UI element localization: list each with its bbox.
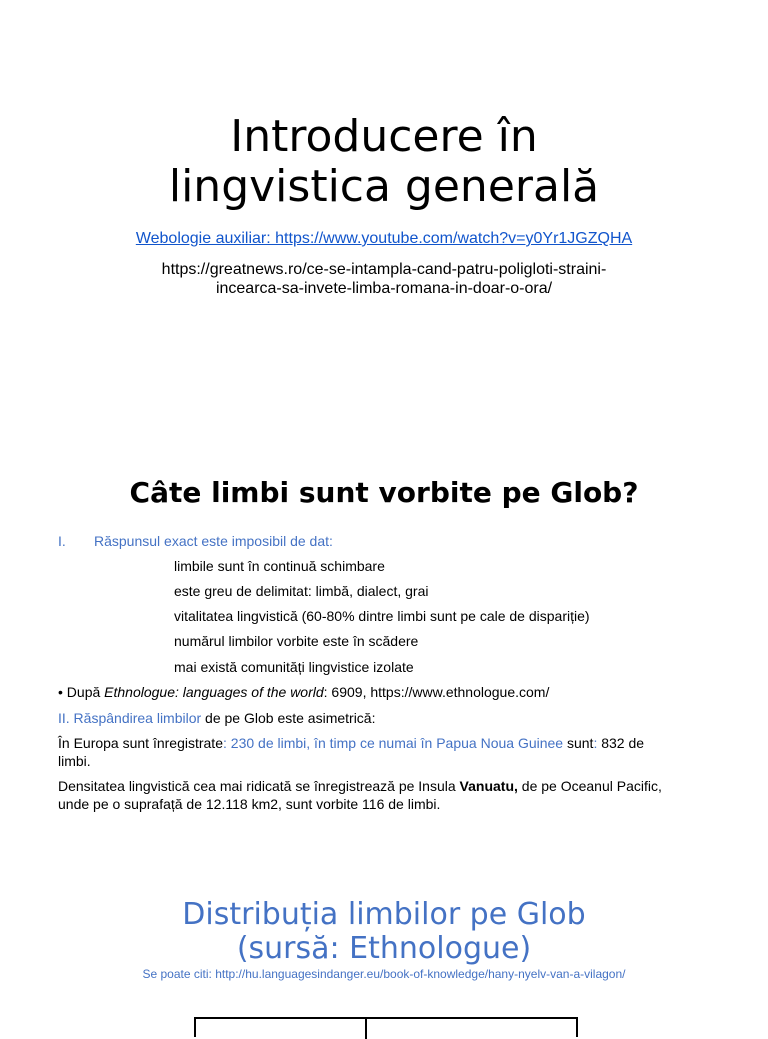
page-title-line1: Introducere în (230, 111, 538, 162)
density-paragraph (58, 777, 718, 813)
greatnews-url-line1: https://greatnews.ro/ce-se-intampla-cand-patru-poligloti-straini- (161, 261, 607, 278)
ethnologue-bullet (58, 684, 549, 700)
table-column-divider (365, 1019, 367, 1039)
bullet-italic: Ethnologue: languages of the world (104, 684, 324, 700)
webology-link[interactable]: Webologie auxiliar: https://www.youtube.com/watch?v=y0Yr1JGZQHA (135, 230, 633, 247)
item2-blue: II. Răspândirea limbilor (58, 710, 202, 726)
europe-a: În Europa sunt înregistrate (58, 735, 223, 751)
density-b: Vanuatu, (459, 778, 518, 794)
item1-number: I. (58, 533, 66, 549)
europe-e: : (593, 735, 598, 751)
europe-f: 832 de (597, 735, 645, 751)
europe-line2: limbi. (58, 753, 91, 769)
bullet-prefix: După (66, 684, 105, 700)
distribution-table (194, 1017, 578, 1037)
subitem: este greu de delimitat: limbă, dialect, grai (174, 583, 429, 599)
subitem: limbile sunt în continuă schimbare (174, 558, 385, 574)
subitem: numărul limbilor vorbite este în scădere (174, 633, 419, 649)
page-title (0, 112, 768, 212)
europe-c: Papua Noua Guinee (436, 735, 564, 751)
item2-rest: de pe Glob este asimetrică: (201, 710, 376, 726)
bullet-marker: • (58, 684, 63, 700)
europe-d: sunt (563, 735, 594, 751)
density-c: de pe Oceanul Pacific, (517, 778, 662, 794)
section2-heading (0, 898, 768, 966)
section1-heading: Câte limbi sunt vorbite pe Glob? (129, 476, 639, 509)
europe-b: : 230 de limbi, în timp ce numai în (223, 735, 437, 751)
section1-item2 (58, 709, 375, 727)
section2-heading-line2: (sursă: Ethnologue) (236, 931, 532, 966)
density-a: Densitatea lingvistică cea mai ridicată se înregistrează pe Insula (58, 778, 460, 794)
subitem: vitalitatea lingvistică (60-80% dintre limbi sunt pe cale de dispariție) (174, 608, 590, 624)
density-line2: unde pe o suprafață de 12.118 km2, sunt vorbite 116 de limbi. (58, 796, 441, 812)
bullet-suffix: : 6909, https://www.ethnologue.com/ (323, 684, 550, 700)
section1-item1 (58, 533, 333, 549)
subitem: mai există comunități lingvistice izolate (174, 659, 414, 675)
greatnews-url (0, 260, 768, 298)
page-title-line2: lingvistica generală (168, 161, 600, 212)
greatnews-url-line2: incearca-sa-invete-limba-romana-in-doar-o-ora/ (215, 280, 553, 297)
europe-paragraph (58, 734, 698, 770)
source-link[interactable]: Se poate citi: http://hu.languagesindanger.eu/book-of-knowledge/hany-nyelv-van-a-vilagon/ (142, 967, 626, 981)
item1-text: Răspunsul exact este imposibil de dat: (94, 533, 333, 549)
section2-heading-line1: Distribuția limbilor pe Glob (182, 897, 586, 932)
